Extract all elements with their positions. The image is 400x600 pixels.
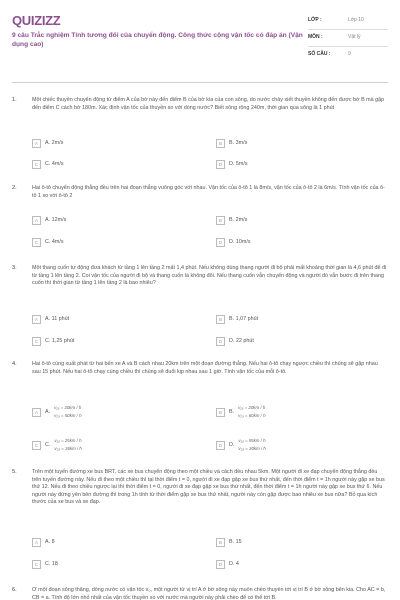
worksheet-header: [12, 10, 388, 83]
option-c[interactable]: [32, 335, 74, 347]
option-d[interactable]: [216, 435, 266, 455]
option-letter-box: B: [216, 538, 225, 547]
option-text: A. 12m/s: [45, 217, 67, 223]
option-text: B. 3m/s: [229, 140, 248, 146]
option-a[interactable]: [32, 313, 69, 325]
option-letter-box: C: [32, 560, 41, 569]
meta-class-value: Lớp 10: [348, 17, 364, 23]
question-4: [12, 361, 390, 461]
meta-subject-label: MÔN :: [308, 34, 323, 40]
option-d[interactable]: [216, 558, 239, 570]
question-5: [12, 469, 390, 574]
option-text: C. 1,25 phút: [45, 338, 75, 344]
option-c[interactable]: [32, 435, 82, 455]
meta-class-label: LỚP :: [308, 17, 322, 23]
option-letter-box: B: [216, 408, 225, 417]
page-title: 9 câu Trắc nghiệm Tính tương đối của chuyển động. Công thức cộng vận tốc có đáp án (Vận dụng cao): [12, 32, 303, 48]
question-number: 4.: [12, 361, 17, 367]
question-number: 3.: [12, 265, 17, 271]
option-a[interactable]: [32, 214, 66, 226]
meta-count-value: 9: [348, 51, 351, 57]
formula-line-1: v₁₃ = 55km / h: [238, 438, 266, 443]
option-b[interactable]: [216, 536, 242, 548]
option-letter-box: A: [32, 538, 41, 547]
meta-subject: [308, 29, 388, 46]
formula-line-2: v₂₃ = 60km / h: [238, 413, 266, 418]
option-d[interactable]: [216, 236, 251, 248]
question-number: 1.: [12, 97, 17, 103]
option-a[interactable]: [32, 536, 55, 548]
question-text: Hai ô-tô chuyển động thẳng đều trên hai đoạn thẳng vuông góc với nhau. Vận tốc của ô-tô 1 là 8m/s, vận tốc của ô-tô 2 là 6m/s. Tính vận tốc của ô-tô 1 so với ô-tô 2: [32, 185, 385, 199]
option-letter-box: D: [216, 337, 225, 346]
question-text: Trên một tuyến đường xe bus BRT, các xe bus chuyển động theo một chiều và cách đều nhau 5km. Một người đi xe đạp chuyển động thẳng đều trên tuyến đường này. Nếu đi theo một chiều thì tại thời điểm t = 0, người đi xe đạp gặp xe bus thứ nhất, đến thời điểm t = 1h người này gặp xe bus thứ 12. Nếu đi theo chiều ngược lại thì thời điểm t = 0, người đi xe đạp gặp xe bus thứ nhất, đến thời điểm t = 1h người này gặp xe bus thứ 6. Nếu người này đứng yên bên đường thì trong 1h tính từ thời điểm gặp xe bus thứ nhất, người này còn gặp được bao nhiêu xe bus nữa? Bỏ qua kích thước của xe bus và xe đạp.: [32, 469, 385, 506]
option-letter-box: C: [32, 337, 41, 346]
question-text: Hai ô-tô cùng xuất phát từ hai bến xe A và B cách nhau 20km trên một đoạn đường thẳng. Nếu hai ô-tô chạy ngược chiều thì chúng sẽ gặp nhau sau 15 phút. Nếu hai ô-tô chạy cùng chiều thì chúng sẽ đuổi kịp nhau sau 1 giờ. Tính vận tốc của mỗi ô-tô.: [32, 361, 378, 375]
option-text: B. 15: [229, 539, 242, 545]
option-text: D. 4: [229, 561, 239, 567]
option-text: C.: [45, 442, 51, 448]
question-text: Một thang cuốn tự động đưa khách từ tầng 1 lên tầng 2 mất 1,4 phút. Nếu không dùng thang người đi bộ phải mất khoảng thời gian là 4,6 phút để đi từ tầng 1 lên tầng 2. Coi vận tốc của người đi bộ và thang cuốn là không đổi. Nếu thang cuốn vẫn chuyển động và người đó vẫn bước đi trên thang cuốn thì thời gian từ tầng 1 lên tầng 2 là bao nhiêu?: [32, 265, 387, 287]
option-text: C. 4m/s: [45, 239, 64, 245]
meta-count: [308, 46, 388, 63]
option-letter-box: B: [216, 315, 225, 324]
option-letter-box: A: [32, 408, 41, 417]
question-6: [12, 587, 390, 600]
formula-line-1: v₁₃ = 30km / h: [54, 405, 82, 410]
formula-line-2: v₂₃ = 30km / h: [238, 446, 266, 451]
option-formula: [238, 404, 265, 420]
worksheet-meta: [308, 13, 388, 63]
option-c[interactable]: [32, 236, 64, 248]
formula-line-2: v₂₃ = 36km / h: [54, 446, 82, 451]
option-text: D. 5m/s: [229, 161, 248, 167]
option-text: B.: [229, 409, 235, 415]
option-b[interactable]: [216, 214, 247, 226]
question-text: Ở một đoạn sông thẳng, dòng nước có vận tốc v₀, một người từ vị trí A ở bờ sông này muốn chèo thuyền tới vị trí B ở bờ sông bên kia. Cho AC = b, CB = a. Tính độ lớn nhỏ nhất của vận tốc thuyền so với nước mà người này phải chèo để có thể tới B.: [32, 587, 386, 600]
option-text: C. 18: [45, 561, 58, 567]
option-letter-box: B: [216, 139, 225, 148]
option-formula: [54, 437, 81, 453]
formula-line-1: v₁₃ = 20km / h: [238, 405, 266, 410]
option-letter-box: A: [32, 216, 41, 225]
formula-line-1: v₁₃ = 25km / h: [54, 438, 82, 443]
meta-count-label: SỐ CÂU :: [308, 51, 331, 57]
option-letter-box: D: [216, 560, 225, 569]
option-letter-box: D: [216, 238, 225, 247]
question-text: Một chiếc thuyền chuyển động từ điểm A của bờ này đến điểm B của bờ kia của con sông, do nước chảy xiết thuyền không đến được bờ B mà gặp đến điểm C cách bờ 180m. Xác định vận tốc của thuyền so với dòng nước? Biết sông rộng 240m, thời gian qua sông là 1 phút: [32, 97, 385, 111]
option-text: B. 1,07 phút: [229, 316, 259, 322]
option-c[interactable]: [32, 558, 58, 570]
option-d[interactable]: [216, 158, 248, 170]
option-text: B. 2m/s: [229, 217, 248, 223]
question-number: 2.: [12, 185, 17, 191]
option-text: A.: [45, 409, 51, 415]
question-number: 6.: [12, 587, 17, 593]
option-text: A. 11 phút: [45, 316, 70, 322]
option-text: A. 2m/s: [45, 140, 64, 146]
option-text: D. 10m/s: [229, 239, 251, 245]
option-text: D. 22 phút: [229, 338, 254, 344]
option-letter-box: A: [32, 315, 41, 324]
question-3: [12, 265, 390, 350]
option-b[interactable]: [216, 402, 266, 422]
option-letter-box: D: [216, 160, 225, 169]
question-number: 5.: [12, 469, 17, 475]
option-letter-box: C: [32, 160, 41, 169]
option-text: D.: [229, 442, 235, 448]
option-b[interactable]: [216, 137, 247, 149]
formula-line-2: v₂₃ = 50km / h: [54, 413, 82, 418]
option-text: C. 4m/s: [45, 161, 64, 167]
question-2: [12, 185, 390, 250]
option-formula: [54, 404, 81, 420]
option-letter-box: C: [32, 441, 41, 450]
option-d[interactable]: [216, 335, 254, 347]
meta-class: [308, 13, 388, 29]
meta-subject-value: Vật lý: [348, 34, 361, 40]
option-c[interactable]: [32, 158, 64, 170]
option-b[interactable]: [216, 313, 258, 325]
quizizz-logo[interactable]: QUIZIZZ: [12, 13, 61, 28]
option-text: A. 8: [45, 539, 55, 545]
option-formula: [238, 437, 265, 453]
option-letter-box: D: [216, 441, 225, 450]
option-a[interactable]: [32, 137, 63, 149]
question-1: [12, 97, 390, 167]
option-letter-box: A: [32, 139, 41, 148]
option-letter-box: C: [32, 238, 41, 247]
option-letter-box: B: [216, 216, 225, 225]
option-a[interactable]: [32, 402, 82, 422]
